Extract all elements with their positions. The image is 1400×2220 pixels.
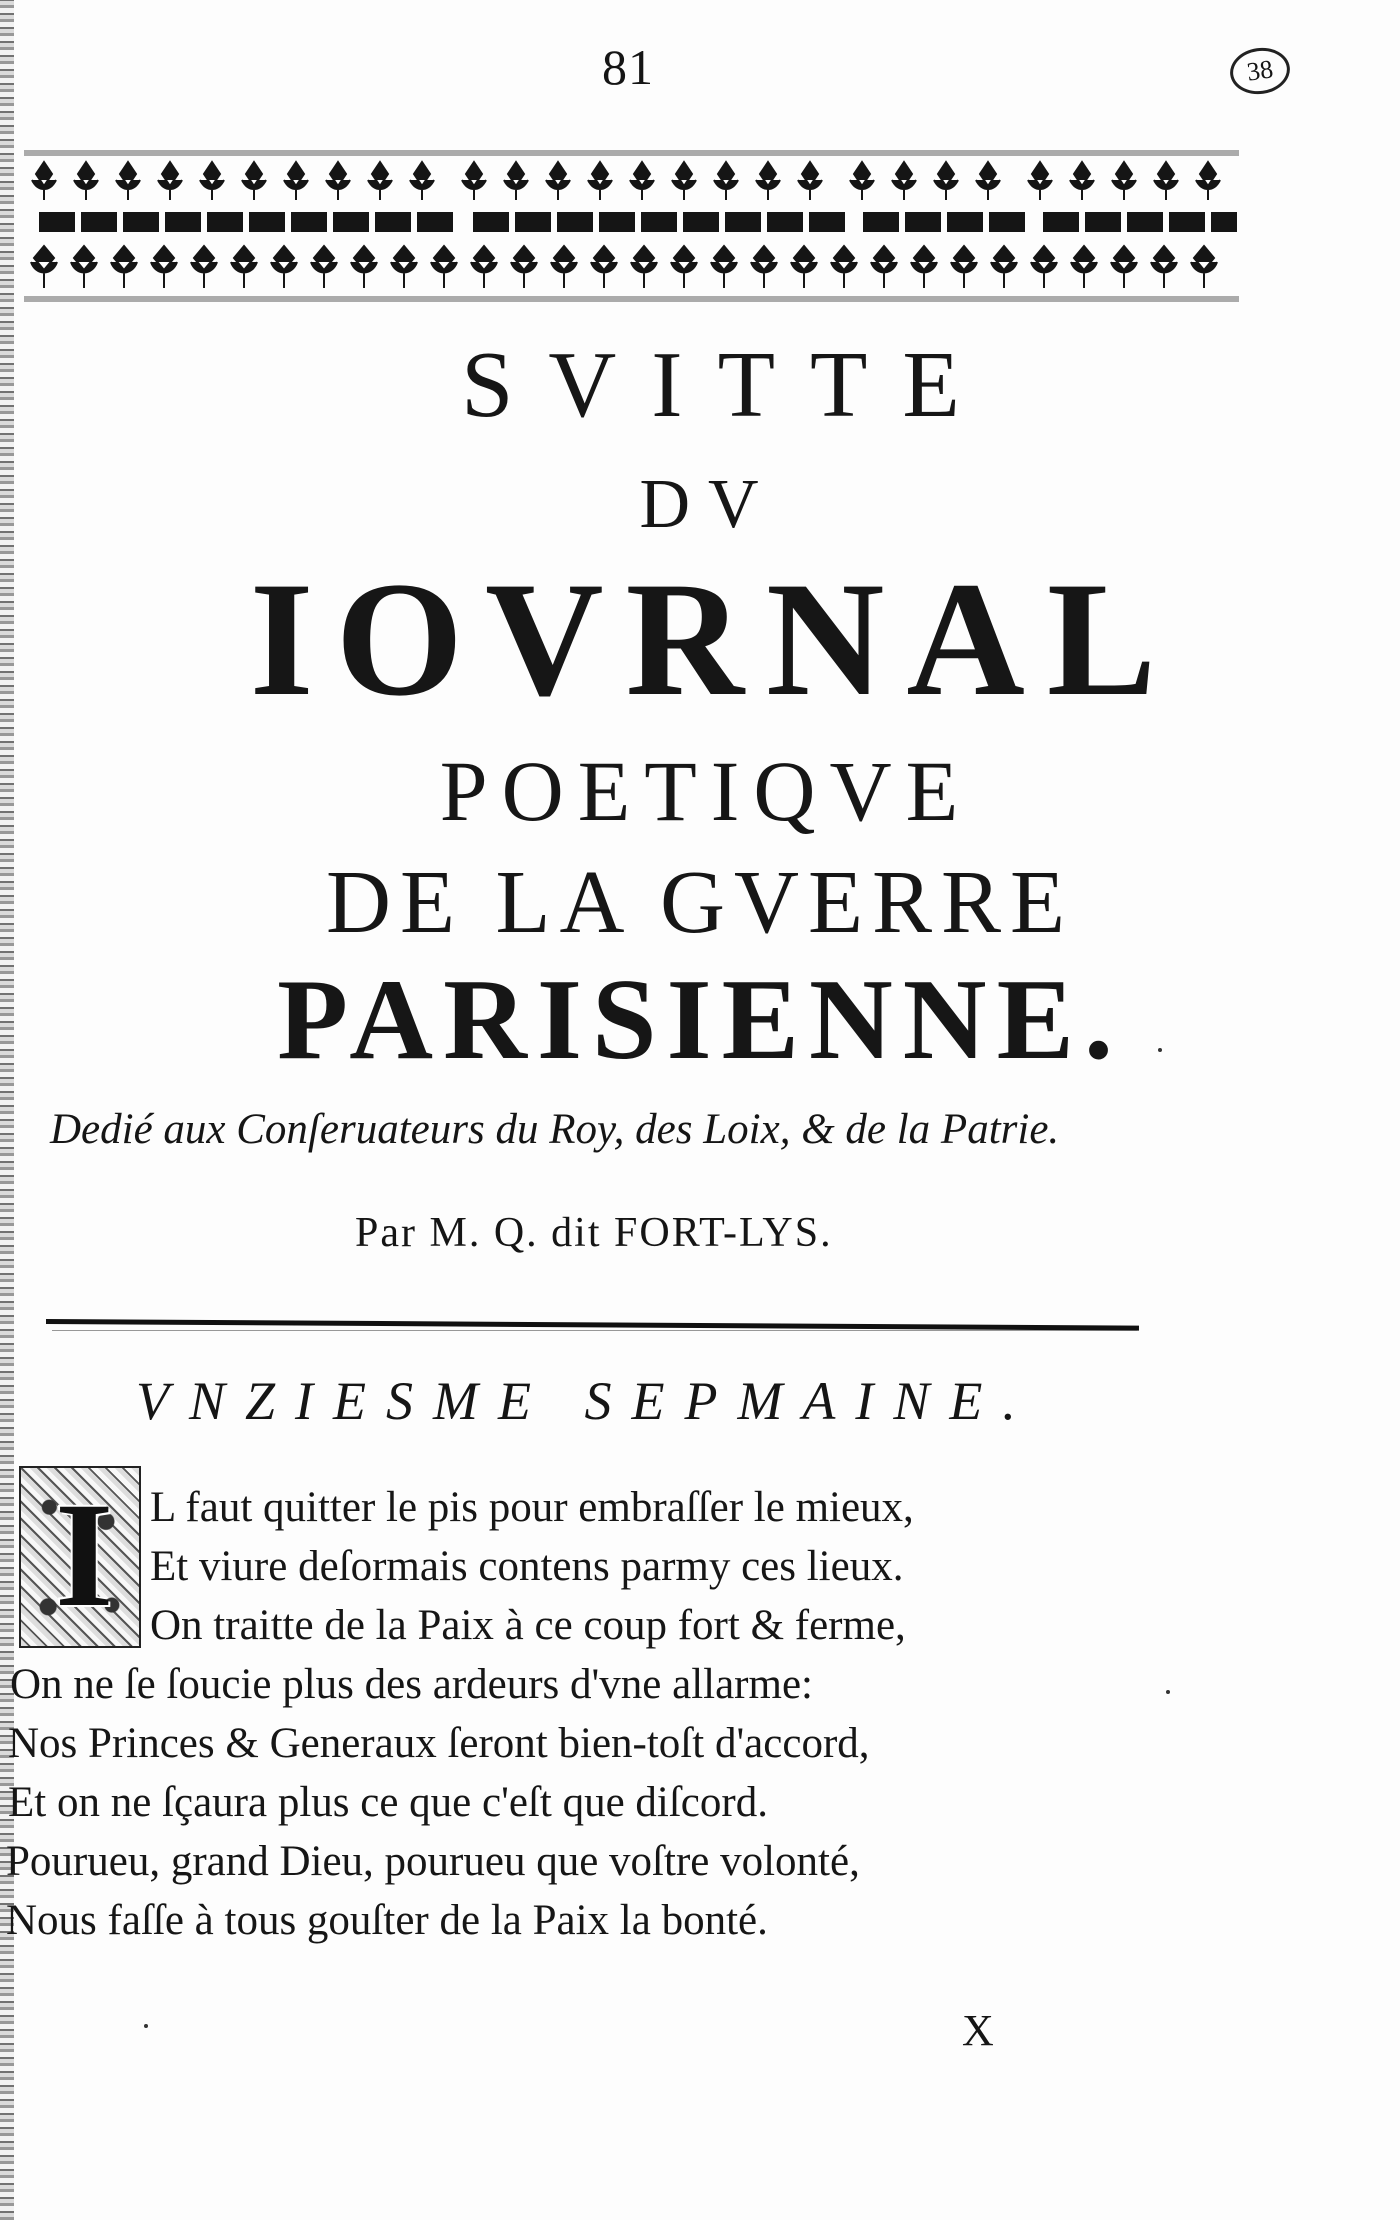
decorated-initial [19,1466,141,1648]
folio-number: 38 [1227,44,1293,98]
paper-speck [1158,1048,1162,1052]
initial-letter: I [55,1472,114,1638]
poem-line-6: Et on ne ſçaura plus ce que c'eſt que diſcord. [8,1779,768,1826]
title-line-poetique: POETIQVE [439,743,973,839]
paper-speck [1166,1690,1170,1694]
title-line-guerre: DE LA GVERRE [326,853,1074,952]
ornamental-headpiece [24,150,1239,302]
poem-line-4: On ne ſe ſoucie plus des ardeurs d'vne allarme: [10,1661,813,1708]
title-line-suitte: SVITTE [461,333,995,437]
poem-line-3: On traitte de la Paix à ce coup fort & ferme, [150,1602,906,1649]
dedication-line: Dedié aux Conſeruateurs du Roy, des Loix, & de la Patrie. [50,1106,1060,1153]
poem-line-1: L faut quitter le pis pour embraſſer le mieux, [150,1484,914,1531]
poem-line-5: Nos Princes & Generaux ſeront bien-toſt d'accord, [8,1720,870,1767]
section-heading: VNZIESME SEPMAINE. [136,1371,1036,1431]
horizontal-rule-shadow [52,1330,1137,1331]
poem-line-7: Pourueu, grand Dieu, pourueu que voſtre volonté, [6,1838,860,1885]
poem-line-8: Nous faſſe à tous gouſter de la Paix la bonté. [6,1897,768,1944]
poem-line-2: Et viure deſormais contens parmy ces lieux. [150,1543,904,1590]
title-line-journal: IOVRNAL [249,549,1179,730]
page-number: 81 [602,39,654,95]
author-line: Par M. Q. dit FORT-LYS. [355,1210,833,1256]
title-line-du: DV [639,466,777,543]
scan-edge [0,0,14,2220]
title-line-parisienne: PARISIENNE. [277,956,1123,1084]
horizontal-rule [46,1319,1139,1331]
catchword: X [962,2006,994,2055]
paper-speck [144,2024,148,2028]
